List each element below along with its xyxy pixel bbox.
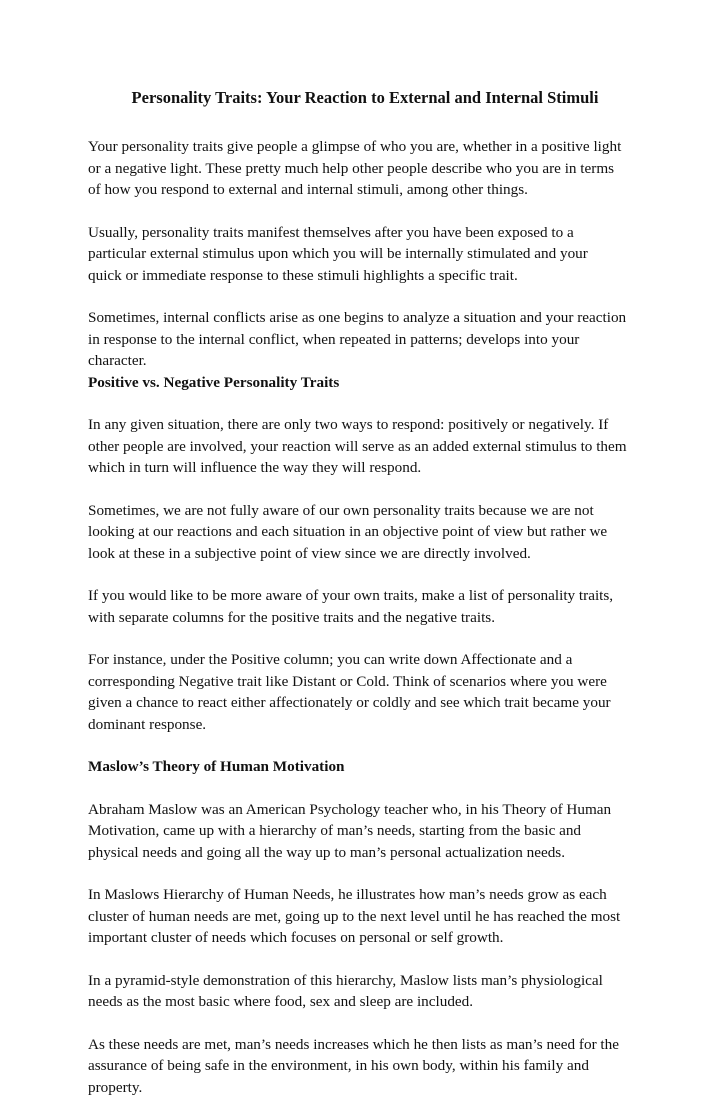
paragraph-line: Usually, personality traits manifest themselves after you have been exposed to a [88, 223, 574, 241]
paragraph-line: In a pyramid-style demonstration of this hierarchy, Maslow lists man’s physiological [88, 971, 603, 989]
paragraph-line: which in turn will influence the way they will respond. [88, 459, 422, 476]
paragraph [88, 970, 658, 1013]
paragraph-line: For instance, under the Positive column; you can write down Affectionate and a [88, 651, 573, 668]
section-heading: Maslow’s Theory of Human Motivation [88, 758, 345, 775]
paragraph-line: particular external stimulus upon which you will be internally stimulated and your [88, 245, 588, 262]
paragraph-line: given a chance to react either affectionately or coldly and see which trait became your [88, 694, 611, 711]
paragraph-line: Abraham Maslow was an American Psychology teacher who, in his Theory of Human [88, 800, 612, 818]
paragraph-line: Sometimes, internal conflicts arise as one begins to analyze a situation and your reaction [88, 309, 627, 326]
paragraph-line: important cluster of needs which focuses on personal or self growth. [88, 929, 504, 946]
paragraph-line: Your personality traits give people a glimpse of who you are, whether in a positive light [88, 138, 622, 155]
paragraph-line: quick or immediate response to these stimuli highlights a specific trait. [88, 266, 518, 284]
document-body [88, 136, 658, 1119]
paragraph-line: physical needs and going all the way up to man’s personal actualization needs. [88, 843, 566, 861]
paragraph-line: dominant response. [88, 715, 207, 733]
paragraph-line: other people are involved, your reaction will serve as an added external stimulus to them [88, 437, 627, 455]
paragraph-line: As these needs are met, man’s needs increases which he then lists as man’s need for the [88, 1035, 619, 1053]
paragraph [88, 585, 658, 628]
paragraph-line: property. [88, 1078, 143, 1096]
paragraph-line: cluster of human needs are met, going up to the next level until he has reached the most [88, 907, 621, 925]
section-heading: Positive vs. Negative Personality Traits [88, 373, 340, 391]
paragraph [88, 414, 658, 479]
paragraph-line: with separate columns for the positive traits and the negative traits. [88, 608, 495, 626]
paragraph-line: assurance of being safe in the environment, in his own body, within his family and [88, 1057, 589, 1074]
paragraph-line: or a negative light. These pretty much help other people describe who you are in terms [88, 159, 615, 177]
paragraph [88, 307, 658, 372]
paragraph-line: look at these in a subjective point of view since we are directly involved. [88, 544, 531, 562]
document-title: Personality Traits: Your Reaction to External and Internal Stimuli [131, 88, 599, 107]
paragraph-line: looking at our reactions and each situation in an objective point of view but rather we [88, 523, 608, 540]
paragraph-line: in response to the internal conflict, when repeated in patterns; develops into your [88, 330, 580, 348]
paragraph-line: corresponding Negative trait like Distant or Cold. Think of scenarios where you were [88, 672, 607, 690]
paragraph-line: needs as the most basic where food, sex and sleep are included. [88, 993, 474, 1010]
paragraph [88, 649, 658, 735]
paragraph [88, 500, 658, 565]
paragraph-line: of how you respond to external and internal stimuli, among other things. [88, 181, 528, 198]
paragraph-line: character. [88, 352, 147, 369]
paragraph [88, 799, 658, 864]
paragraph [88, 136, 658, 201]
paragraph [88, 884, 658, 949]
paragraph-line: In any given situation, there are only two ways to respond: positively or negatively. If [88, 416, 609, 433]
paragraph-line: In Maslows Hierarchy of Human Needs, he illustrates how man’s needs grow as each [88, 886, 607, 903]
paragraph-line: Motivation, came up with a hierarchy of man’s needs, starting from the basic and [88, 822, 582, 839]
paragraph-line: Sometimes, we are not fully aware of our own personality traits because we are not [88, 501, 594, 519]
paragraph [88, 222, 658, 287]
paragraph-line: If you would like to be more aware of your own traits, make a list of personality traits, [88, 587, 614, 604]
paragraph [88, 1034, 658, 1099]
